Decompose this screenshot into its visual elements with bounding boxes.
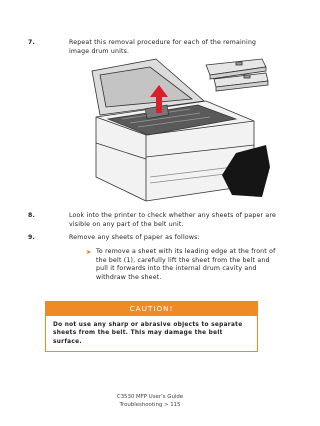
substep-line: pull it forwards into the internal drum cavity and xyxy=(96,265,257,273)
step-7 xyxy=(28,39,268,57)
printer-drum-removal-illustration xyxy=(86,57,270,203)
step-9 xyxy=(28,234,278,244)
substep-line: To remove a sheet with its leading edge at the front of xyxy=(96,248,276,255)
step-text: Repeat this removal procedure for each of the remaining image drum units. xyxy=(69,39,257,55)
step-number: 7. xyxy=(28,39,36,46)
step-8 xyxy=(28,212,278,230)
caution-text: Do not use any sharp or abrasive objects to separate sheets from the belt. This may damage the belt surface. xyxy=(53,322,243,345)
substep-line: withdraw the sheet. xyxy=(96,273,162,281)
substep-line: the belt (1), carefully lift the sheet from the belt and xyxy=(96,256,270,264)
image-drum-units xyxy=(206,59,268,91)
step-text: Remove any sheets of paper as follows: xyxy=(69,234,200,241)
step-text: Look into the printer to check whether any sheets of paper are visible on any part of the belt unit. xyxy=(69,212,276,228)
caution-heading: CAUTION! xyxy=(45,301,258,316)
footer-guide-title: C3530 MFP User’s Guide xyxy=(116,394,184,400)
step-number: 8. xyxy=(28,212,36,219)
arrow-bullet-icon: ➤ xyxy=(86,248,92,256)
step-number: 9. xyxy=(28,234,36,241)
caution-box xyxy=(45,316,258,352)
footer-page-ref: Troubleshooting > 115 xyxy=(119,401,181,408)
